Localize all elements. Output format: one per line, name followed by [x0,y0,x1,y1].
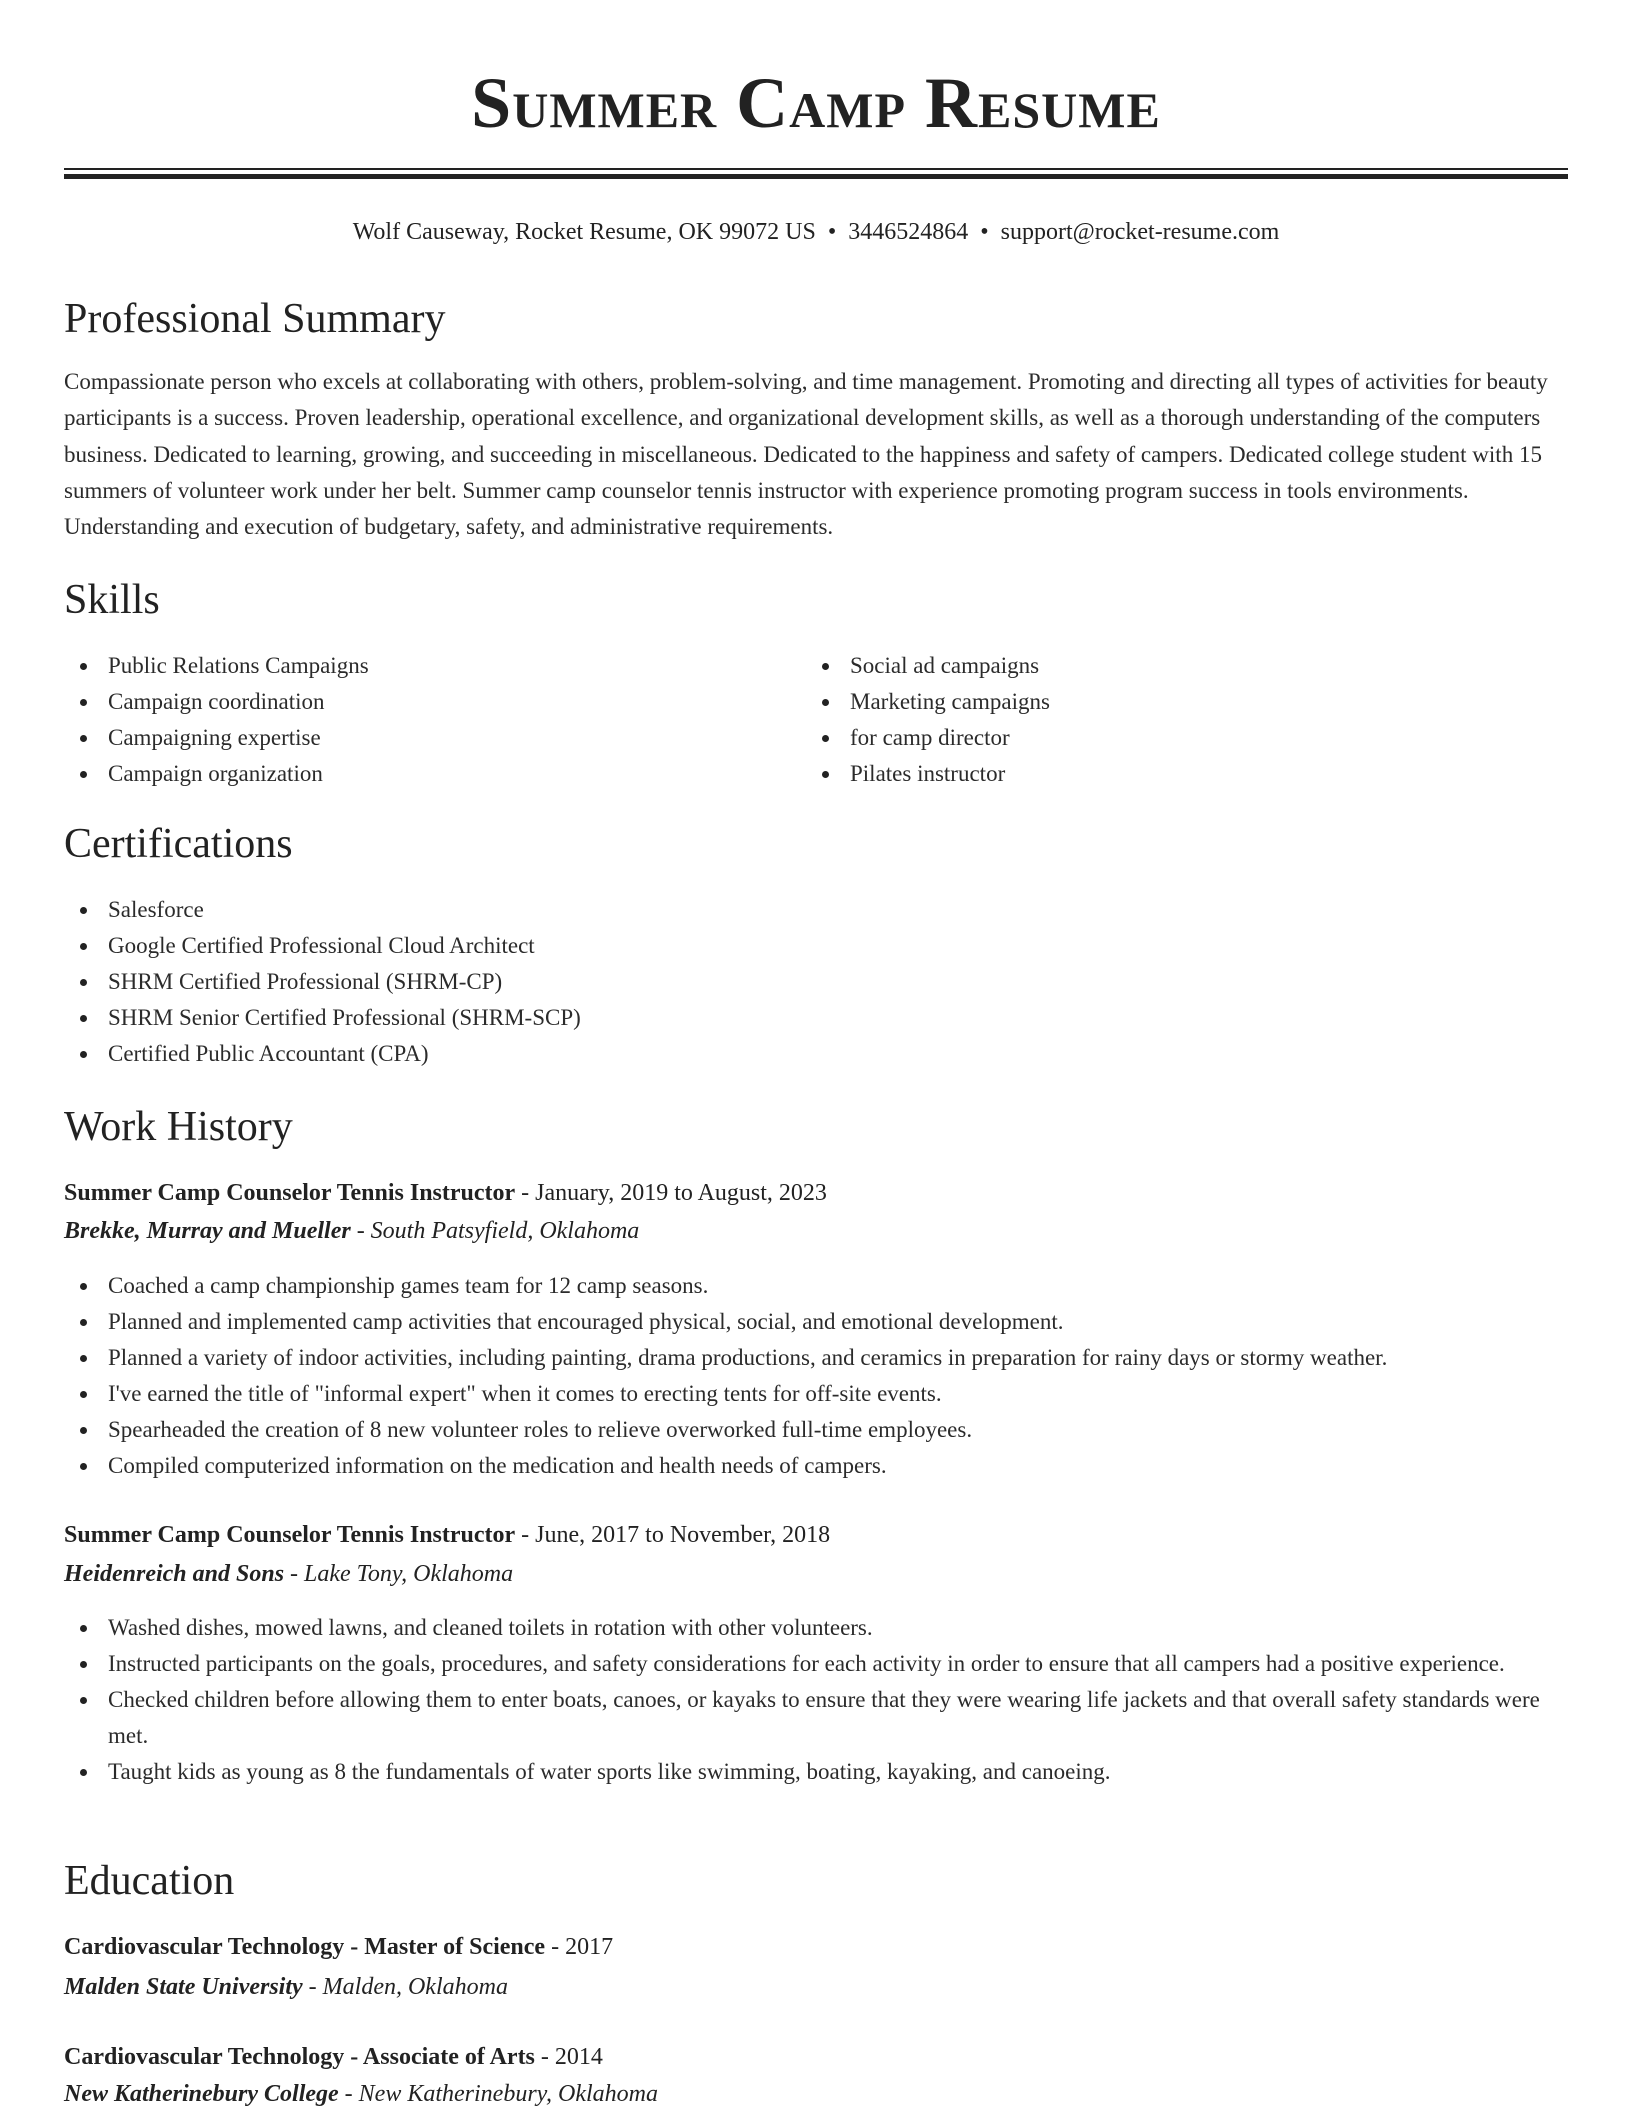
list-item: Social ad campaigns [806,648,1506,684]
contact-phone: 3446524864 [848,219,969,245]
list-item: Campaign coordination [64,684,764,720]
job-dates: - January, 2019 to August, 2023 [515,1180,827,1206]
contact-email: support@rocket-resume.com [1000,219,1280,245]
list-item: Campaigning expertise [64,720,764,756]
degree-line [64,2039,603,2075]
bullet-separator: • [980,219,989,245]
list-item: Compiled computerized information on the medication and health needs of campers. [64,1448,1568,1484]
bullet-separator: • [827,219,837,245]
degree-year: - 2017 [545,1934,614,1960]
job-company: Heidenreich and Sons [64,1561,285,1587]
job-dates: - June, 2017 to November, 2018 [515,1522,831,1548]
degree-line [64,1929,613,1965]
list-item: Pilates instructor [806,756,1506,792]
school-line [64,1969,508,2005]
list-item: Coached a camp championship games team for 12 camp seasons. [64,1268,1568,1304]
skills-list-left [64,648,764,792]
contact-address: Wolf Causeway, Rocket Resume, OK 99072 US [352,219,816,245]
list-item: Google Certified Professional Cloud Architect [64,928,1568,964]
job-location: - South Patsyfield, Oklahoma [350,1218,640,1244]
school-line [64,2076,658,2112]
job-company-line [64,1556,513,1592]
list-item: Salesforce [64,892,1568,928]
job-title-line [64,1517,830,1553]
school-name: Malden State University [64,1974,303,2000]
job-title: Summer Camp Counselor Tennis Instructor [64,1522,516,1548]
job-title: Summer Camp Counselor Tennis Instructor [64,1180,516,1206]
list-item: SHRM Certified Professional (SHRM-CP) [64,964,1568,1000]
skills-list-right [806,648,1506,792]
job-title-line [64,1175,827,1211]
list-item: Marketing campaigns [806,684,1506,720]
list-item: Planned a variety of indoor activities, including painting, drama productions, and ceramics in preparation for rainy days or stormy weather. [64,1340,1568,1376]
summary-text: Compassionate person who excels at collaborating with others, problem-solving, and time management. Promoting and directing all types of activities for beauty participants is a success. Proven leadership, operational excellence, and organizational development skills, as well as a thorough understanding of the computers business. Dedicated to learning, growing, and succeeding in miscellaneous. Dedicated to the happiness and safety of campers. Dedicated college student with 15 summers of volunteer work under her belt. Summer camp counselor tennis instructor with experience promoting program success in tools environments. Understanding and execution of budgetary, safety, and administrative requirements. [64,369,1548,540]
degree-name: Cardiovascular Technology - Master of Science [64,1934,546,1960]
resume-title: Summer Camp Resume [471,63,1161,143]
title-divider-thin [64,168,1568,170]
degree-year: - 2014 [534,2044,603,2070]
list-item: Public Relations Campaigns [64,648,764,684]
list-item: Taught kids as young as 8 the fundamentals of water sports like swimming, boating, kayaking, and canoeing. [64,1754,1568,1790]
job-duties-list [64,1268,1568,1484]
school-location: - Malden, Oklahoma [302,1974,508,2000]
job-company-line [64,1213,639,1249]
list-item: Instructed participants on the goals, procedures, and safety considerations for each activity in order to ensure that all campers had a positive experience. [64,1646,1568,1682]
contact-line [64,216,1568,248]
list-item: Spearheaded the creation of 8 new volunteer roles to relieve overworked full-time employees. [64,1412,1568,1448]
skills-heading: Skills [64,577,160,623]
list-item: for camp director [806,720,1506,756]
work-history-heading: Work History [64,1104,293,1150]
certifications-heading: Certifications [64,821,293,867]
list-item: Planned and implemented camp activities that encouraged physical, social, and emotional development. [64,1304,1568,1340]
school-name: New Katherinebury College [64,2081,339,2107]
summary-heading: Professional Summary [64,296,446,342]
list-item: SHRM Senior Certified Professional (SHRM-SCP) [64,1000,1568,1036]
title-divider-thick [64,174,1568,179]
degree-name: Cardiovascular Technology - Associate of Arts [64,2044,535,2070]
job-company: Brekke, Murray and Mueller [64,1218,351,1244]
job-duties-list [64,1610,1568,1790]
education-heading: Education [64,1858,235,1904]
list-item: Checked children before allowing them to enter boats, canoes, or kayaks to ensure that they were wearing life jackets and that overall safety standards were met. [64,1682,1568,1754]
list-item: I've earned the title of "informal expert" when it comes to erecting tents for off-site events. [64,1376,1568,1412]
list-item: Campaign organization [64,756,764,792]
school-location: - New Katherinebury, Oklahoma [338,2081,658,2107]
certifications-list [64,892,1568,1072]
list-item: Washed dishes, mowed lawns, and cleaned toilets in rotation with other volunteers. [64,1610,1568,1646]
list-item: Certified Public Accountant (CPA) [64,1036,1568,1072]
job-location: - Lake Tony, Oklahoma [284,1561,514,1587]
